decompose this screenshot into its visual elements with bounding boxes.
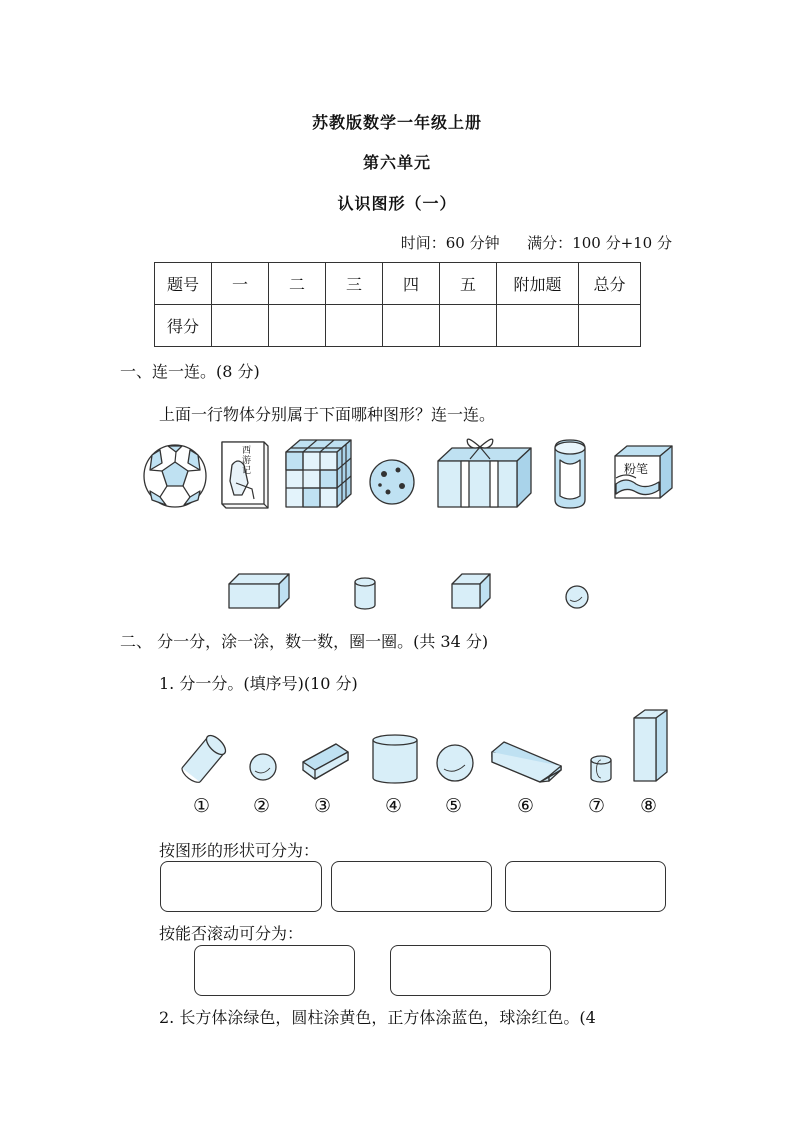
score-header-cell: 题号 — [155, 263, 212, 305]
shape-number-6: ⑥ — [517, 795, 535, 817]
shape-6-cuboid-icon — [492, 742, 561, 782]
shape-3-cuboid-icon — [303, 744, 348, 779]
by-roll-label: 按能否滚动可分为： — [159, 924, 304, 943]
score-header-cell: 二 — [269, 263, 326, 305]
section2-heading: 二、 分一分，涂一涂，数一数，圈一圈。(共 34 分) — [120, 632, 489, 651]
shape-number-7: ⑦ — [588, 795, 606, 817]
answer-box-shape-2[interactable] — [331, 861, 492, 912]
shape-number-4: ④ — [385, 795, 403, 817]
answer-box-shape-1[interactable] — [160, 861, 322, 912]
shape-number-3: ③ — [314, 795, 332, 817]
shape-number-2: ② — [253, 795, 271, 817]
shape-5-sphere-icon — [437, 745, 473, 781]
time-label: 时间：60 分钟 — [400, 234, 500, 252]
score-header-cell: 四 — [383, 263, 440, 305]
section1-heading: 一、连一连。(8 分) — [120, 362, 260, 381]
shape-4-cylinder-icon — [373, 735, 417, 783]
answer-box-roll-2[interactable] — [390, 945, 551, 996]
shape-number-1: ① — [193, 795, 211, 817]
book-title-text: 西游记 — [242, 446, 252, 476]
shape-1-cylinder-icon — [182, 732, 229, 782]
shape-2-sphere-icon — [250, 754, 276, 780]
score-header-cell: 五 — [440, 263, 497, 305]
by-shape-label: 按图形的形状可分为： — [159, 841, 320, 860]
document-title: 苏教版数学一年级上册 — [311, 113, 482, 132]
answer-box-roll-1[interactable] — [194, 945, 355, 996]
shape-7-cylinder-icon — [591, 756, 611, 782]
score-header-cell: 三 — [326, 263, 383, 305]
score-header-cell: 附加题 — [497, 263, 579, 305]
unit-title: 第六单元 — [362, 153, 431, 172]
score-row-label: 得分 — [155, 305, 212, 347]
chalk-box-text: 粉笔 — [624, 462, 649, 476]
score-label: 满分：100 分+10 分 — [527, 234, 672, 252]
shape-number-8: ⑧ — [640, 795, 658, 817]
score-header-cell: 一 — [212, 263, 269, 305]
shape-8-cuboid-icon — [634, 710, 667, 781]
section1-instruction: 上面一行物体分别属于下面哪种图形？连一连。 — [159, 405, 496, 424]
answer-box-shape-3[interactable] — [505, 861, 666, 912]
topic-title: 认识图形（一） — [337, 194, 457, 213]
shape-number-5: ⑤ — [445, 795, 463, 817]
q2-heading: 2. 长方体涂绿色，圆柱涂黄色，正方体涂蓝色，球涂红色。(4 — [159, 1008, 596, 1027]
score-header-cell: 总分 — [579, 263, 641, 305]
q1-heading: 1. 分一分。(填序号)(10 分) — [159, 674, 358, 693]
